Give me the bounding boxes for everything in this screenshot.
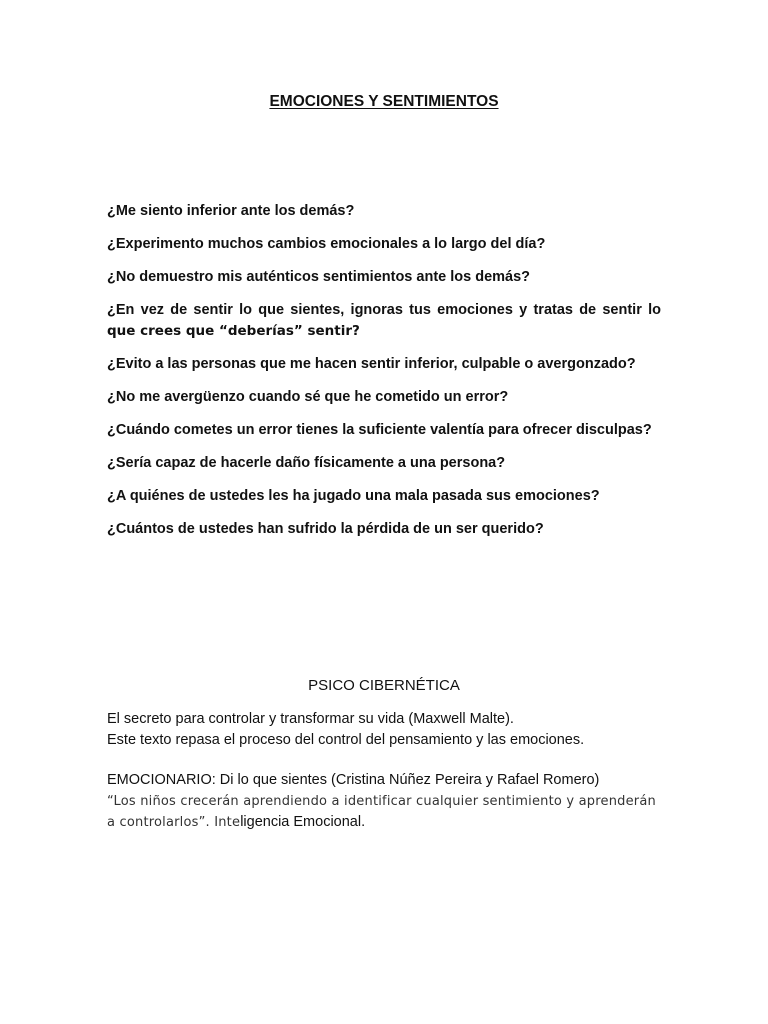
question-item: ¿Cuándo cometes un error tienes la suficiente valentía para ofrecer disculpas? (107, 422, 652, 438)
question-item: ¿No demuestro mis auténticos sentimientos ante los demás? (107, 269, 531, 285)
document-title (0, 92, 768, 112)
question-item: ¿A quiénes de ustedes les ha jugado una mala pasada sus emociones? (107, 488, 600, 504)
paragraph-line: EMOCIONARIO: Di lo que sientes (Cristina Núñez Pereira y Rafael Romero) (107, 772, 600, 788)
question-item: ¿Experimento muchos cambios emocionales a lo largo del día? (107, 236, 546, 252)
question-item (107, 300, 661, 342)
quote-text: “Los niños crecerán aprendiendo a identificar cualquier sentimiento y aprenderán a controlarlos”. Inte (107, 794, 656, 830)
paragraph-line: El secreto para controlar y transformar su vida (Maxwell Malte). (107, 711, 514, 727)
paragraph-emocionario (107, 770, 667, 833)
paragraph-psico-cibernetica (107, 709, 667, 751)
quote-end-text: ligencia Emocional. (240, 814, 366, 830)
question-item: ¿Evito a las personas que me hacen sentir inferior, culpable o avergonzado? (107, 356, 636, 372)
document-title-text: EMOCIONES Y SENTIMIENTOS (269, 93, 499, 110)
section-title: PSICO CIBERNÉTICA (308, 677, 460, 694)
quote-block (107, 791, 667, 833)
paragraph-line: Este texto repasa el proceso del control del pensamiento y las emociones. (107, 732, 585, 748)
question-item: ¿Me siento inferior ante los demás? (107, 203, 355, 219)
question-text-part1: ¿En vez de sentir lo que sientes, ignoras tus emociones y tratas de sentir lo (107, 302, 661, 318)
question-text-part2: que crees que “deberías” sentir? (107, 323, 360, 339)
question-item: ¿Cuántos de ustedes han sufrido la pérdida de un ser querido? (107, 521, 544, 537)
question-item: ¿No me avergüenzo cuando sé que he cometido un error? (107, 389, 509, 405)
question-list (107, 201, 661, 552)
question-item: ¿Sería capaz de hacerle daño físicamente a una persona? (107, 455, 506, 471)
